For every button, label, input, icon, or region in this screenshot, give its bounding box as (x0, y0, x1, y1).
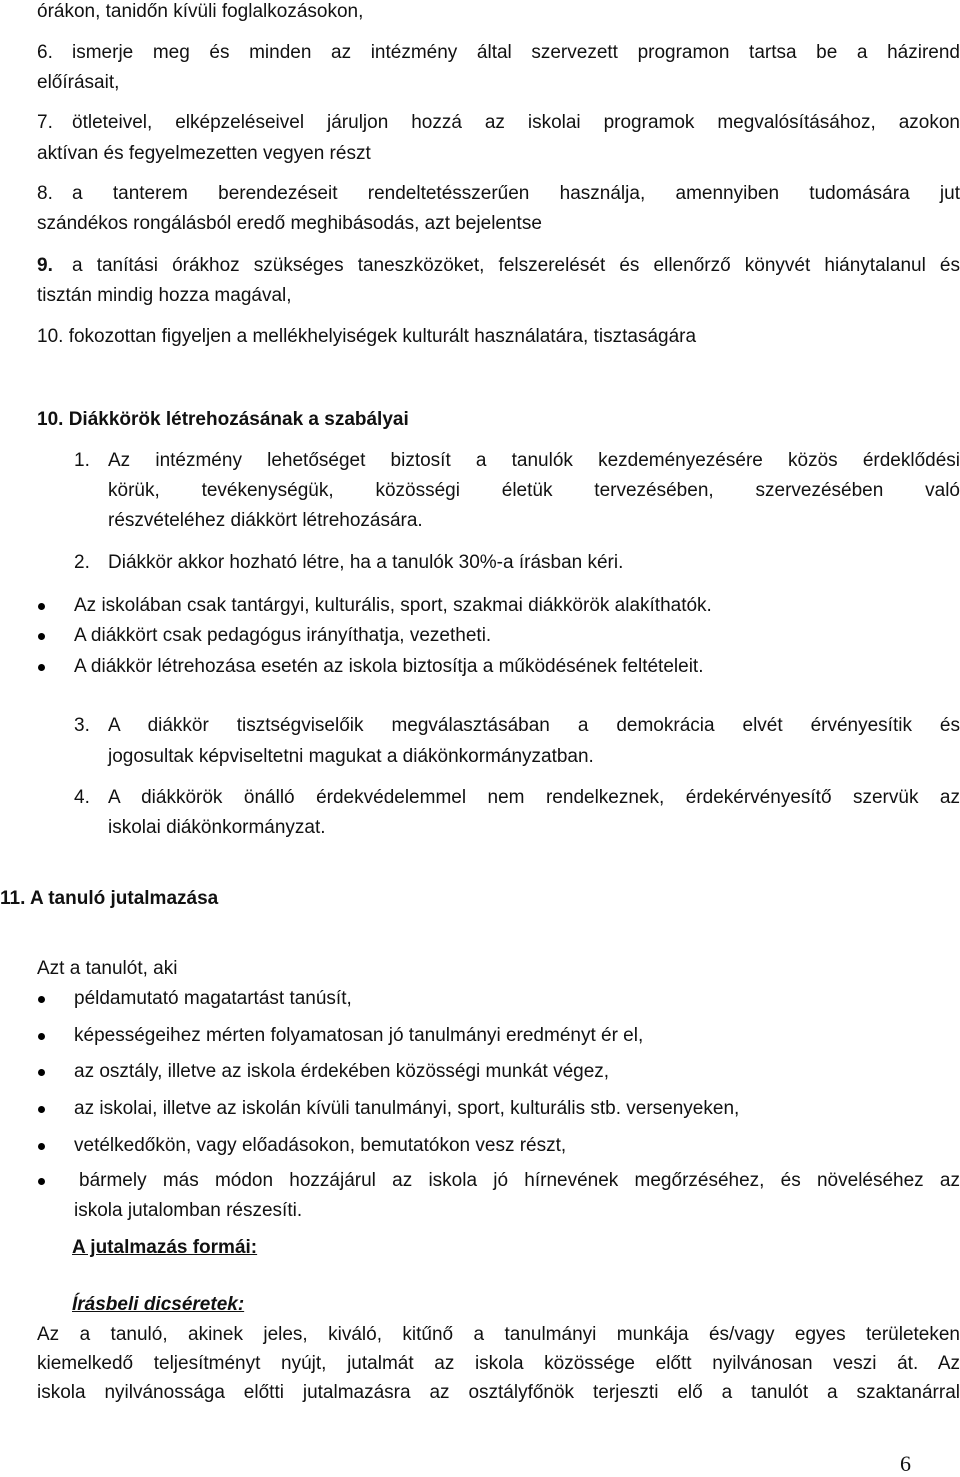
section-10-bullet-1: Az iskolában csak tantárgyi, kulturális, sport, szakmai diákkörök alakíthatók. (74, 595, 712, 616)
list-item-6-line2: előírásait, (37, 72, 120, 93)
list-item-7-line1: ötleteivel, elképzeléseivel járuljon hozzá az iskolai programok megvalósításához, azokon (72, 112, 960, 133)
section-10-heading: 10. Diákkörök létrehozásának a szabályai (37, 409, 409, 430)
list-item-10: 10. fokozottan figyeljen a mellékhelyiségek kulturált használatára, tisztaságára (37, 326, 697, 347)
bullet-icon (38, 664, 45, 671)
written-praise-line1: Az a tanuló, akinek jeles, kiváló, kitűnő a tanulmányi munkája és/vagy egyes területeken (37, 1324, 960, 1345)
section-11-bullet-5: vetélkedőkön, vagy előadásokon, bemutatókon vesz részt, (74, 1135, 567, 1156)
bullet-icon (38, 1143, 45, 1150)
section-10-item-4-number: 4. (74, 787, 90, 808)
section-10-item-2-number: 2. (74, 552, 90, 573)
section-11-heading: 11. A tanuló jutalmazása (0, 888, 219, 909)
section-10-item-4-line1: A diákkörök önálló érdekvédelemmel nem rendelkeznek, érdekérvényesítő szervük az (108, 787, 960, 808)
section-11-bullet-3: az osztály, illetve az iskola érdekében közösségi munkát végez, (74, 1061, 610, 1082)
written-praise-line2: kiemelkedő teljesítményt nyújt, jutalmát az iskola közössége előtt nyilvánosan veszi át. Az (37, 1353, 960, 1374)
bullet-icon (38, 1033, 45, 1040)
bullet-icon (38, 1069, 45, 1076)
list-number-7: 7. (37, 112, 53, 133)
section-10-bullet-3: A diákkör létrehozása esetén az iskola biztosítja a működésének feltételeit. (74, 656, 704, 677)
written-praise-line3: iskola nyilvánossága előtti jutalmazásra az osztályfőnök terjeszti elő a tanulót a szaktanárral (37, 1382, 960, 1403)
section-11-bullet-4: az iskolai, illetve az iskolán kívüli tanulmányi, sport, kulturális stb. versenyeken, (74, 1098, 740, 1119)
bullet-icon (38, 996, 45, 1003)
section-11-bullet-6-line2: iskola jutalomban részesíti. (74, 1200, 303, 1221)
page-number: 6 (900, 1451, 911, 1476)
section-10-item-1-line3: részvételéhez diákkört létrehozására. (108, 510, 423, 531)
section-11-intro: Azt a tanulót, aki (37, 958, 178, 979)
section-10-bullet-2: A diákkört csak pedagógus irányíthatja, vezetheti. (74, 625, 492, 646)
list-item-9-line2: tisztán mindig hozza magával, (37, 285, 292, 306)
section-11-bullet-1: példamutató magatartást tanúsít, (74, 988, 352, 1009)
list-item-5-tail: órákon, tanidőn kívüli foglalkozásokon, (37, 1, 364, 22)
list-item-8-line1: a tanterem berendezéseit rendeltetésszerűen használja, amennyiben tudomására jut (72, 183, 960, 204)
bullet-icon (38, 633, 45, 640)
list-item-8-line2: szándékos rongálásból eredő meghibásodás, azt bejelentse (37, 213, 542, 234)
section-11-bullet-6-line1: bármely más módon hozzájárul az iskola jó hírnevének megőrzéséhez, és növeléséhez az (79, 1170, 960, 1191)
list-number-9: 9. (37, 255, 53, 276)
section-11-bullet-2: képességeihez mérten folyamatosan jó tanulmányi eredményt ér el, (74, 1025, 644, 1046)
list-item-6-line1: ismerje meg és minden az intézmény által szervezett programon tartsa be a házirend (72, 42, 960, 63)
list-number-6: 6. (37, 42, 53, 63)
list-item-7-line2: aktívan és fegyelmezetten vegyen részt (37, 143, 371, 164)
section-10-item-2: Diákkör akkor hozható létre, ha a tanulók 30%-a írásban kéri. (108, 552, 624, 573)
rewards-forms-heading: A jutalmazás formái: (72, 1237, 258, 1258)
section-10-item-3-line2: jogosultak képviseltetni magukat a diákönkormányzatban. (108, 746, 594, 767)
section-10-item-1-line1: Az intézmény lehetőséget biztosít a tanulók kezdeményezésére közös érdeklődési (108, 450, 960, 471)
bullet-icon (38, 603, 45, 610)
section-10-item-1-line2: körük, tevékenységük, közösségi életük tervezésében, szervezésében való (108, 480, 960, 501)
list-item-9-line1: a tanítási órákhoz szükséges taneszközöket, felszerelését és ellenőrző könyvét hiánytalanul és (72, 255, 960, 276)
section-10-item-1-number: 1. (74, 450, 90, 471)
list-number-8: 8. (37, 183, 53, 204)
section-10-item-4-line2: iskolai diákönkormányzat. (108, 817, 326, 838)
section-10-item-3-line1: A diákkör tisztségviselőik megválasztásában a demokrácia elvét érvényesítik és (108, 715, 960, 736)
bullet-icon (38, 1178, 45, 1185)
bullet-icon (38, 1106, 45, 1113)
section-10-item-3-number: 3. (74, 715, 90, 736)
written-praise-heading: Írásbeli dicséretek: (72, 1294, 245, 1315)
